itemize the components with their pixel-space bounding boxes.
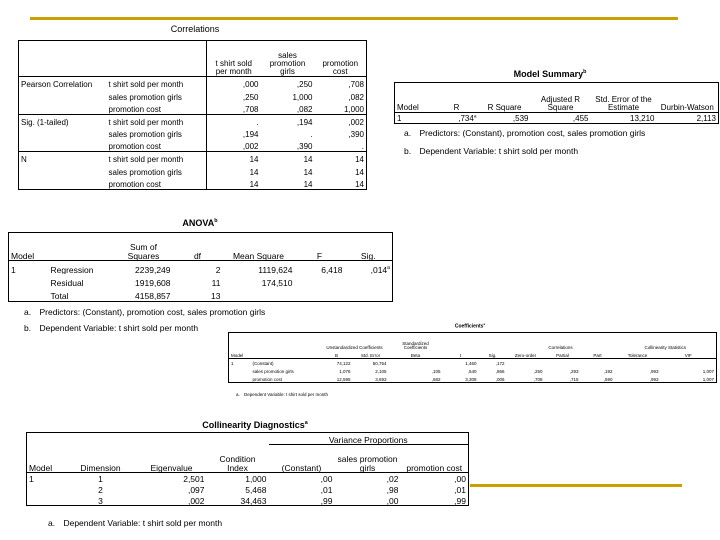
coef-value: ,708 [507, 375, 545, 383]
anova-row-name: Regression [50, 264, 94, 274]
ms-model-num: 1 [395, 113, 435, 124]
coef-header: Zero-order [507, 351, 545, 359]
coef-value: 1,076 [339, 369, 351, 374]
corr-row-var: promotion cost [107, 177, 207, 190]
coef-header-model: Model [229, 351, 321, 359]
coef-row-name: (Constant) [252, 361, 274, 366]
coll-model-num: 1 [27, 473, 65, 484]
coll-model-num [27, 495, 65, 506]
corr-value: ,000 [242, 80, 259, 89]
coef-value: ,993 [649, 369, 659, 374]
corr-row [19, 177, 367, 190]
ms-mark-a: a. [404, 128, 412, 138]
coef-value: 1,007 [661, 367, 717, 375]
ms-adj-value: ,455 [531, 113, 591, 124]
coef-value: 3,308 [443, 375, 479, 383]
coef-value: 1,007 [661, 375, 717, 383]
coef-value: 3,693 [353, 375, 389, 383]
coll-header-const: (Constant) [269, 445, 335, 473]
anova-title [160, 218, 240, 228]
coef-value: ,250 [533, 369, 543, 374]
coll-spg: ,00 [335, 495, 401, 506]
coef-value: 1,460 [465, 361, 477, 366]
coll-group-vp: Variance Proportions [269, 433, 469, 445]
coll-mark-a: a. [48, 518, 56, 528]
anova-header-df: df [173, 233, 223, 261]
correlations-table [18, 40, 367, 190]
coef-row [229, 375, 717, 383]
coef-row-name: promotion cost [251, 375, 321, 383]
corr-value: 14 [315, 152, 367, 165]
coef-row [229, 359, 717, 367]
corr-value: 14 [315, 164, 367, 177]
corr-value: . [315, 139, 367, 152]
model-summary-title-sup: b [583, 69, 587, 75]
anova-header-ms: Mean Square [223, 233, 295, 261]
anova-ss: 4158,857 [115, 288, 173, 302]
anova-header-sig: Sig. [345, 233, 393, 261]
corr-value: ,708 [315, 77, 367, 90]
corr-section-label [19, 127, 107, 140]
coll-spg: ,98 [386, 485, 399, 495]
coef-value: ,006 [479, 375, 507, 383]
corr-value: ,082 [296, 104, 313, 114]
corr-value: ,390 [315, 127, 367, 140]
ms-header-rsq: R Square [479, 83, 531, 113]
corr-value: 14 [315, 177, 367, 190]
ms-header-dw: Durbin-Watson [657, 83, 719, 113]
ms-header-model: Model [395, 83, 435, 113]
coef-model-num: 1 [229, 359, 251, 367]
coll-dim: 3 [65, 495, 137, 506]
corr-value: 1,000 [292, 92, 313, 102]
model-summary-title-text: Model Summary [513, 69, 584, 79]
coef-header: t [443, 351, 479, 359]
coef-group-corr: Correlations [507, 333, 615, 351]
coef-value [581, 359, 615, 367]
coef-header: B [321, 351, 353, 359]
ms-dw-value: 2,113 [657, 113, 719, 124]
anova-sig-cell [345, 288, 393, 302]
coll-header-ci: Condition Index [207, 445, 269, 473]
corr-section-label [19, 164, 107, 177]
collinearity-table [26, 432, 469, 506]
anova-header-model: Model [9, 233, 115, 261]
coef-row [229, 367, 717, 375]
anova-row [9, 288, 393, 302]
coef-value: ,590 [581, 375, 615, 383]
ms-note-a: Predictors: (Constant), promotion cost, sales promotion girls [419, 128, 646, 138]
corr-value: . [207, 114, 261, 127]
coef-group-std: Standardized Coefficients [389, 333, 443, 351]
corr-section-label: Sig. (1-tailed) [19, 114, 107, 127]
corr-value: ,708 [242, 104, 259, 114]
model-summary-table [394, 82, 719, 124]
coll-header-model: Model [27, 445, 65, 473]
corr-section-label: N [19, 152, 107, 165]
corr-row-var: promotion cost [107, 139, 207, 152]
coef-header: Beta [389, 351, 443, 359]
anova-model-num: 1 [9, 261, 49, 275]
anova-title-sup: b [214, 218, 218, 224]
bottom-accent-rule [470, 484, 682, 487]
anova-model-num [9, 288, 49, 302]
coef-model-num [229, 367, 251, 375]
coef-note-a: Dependent Variable: t shirt sold per month [244, 392, 328, 397]
corr-row-var: sales promotion girls [107, 127, 207, 140]
corr-col-header: t shirt sold per month [207, 41, 261, 77]
coll-row [27, 495, 469, 506]
coef-header: Partial [545, 351, 581, 359]
anova-ms [223, 288, 295, 302]
anova-mark-b: b. [24, 323, 32, 333]
corr-value: ,194 [242, 130, 259, 139]
anova-note-a: Predictors: (Constant), promotion cost, sales promotion girls [39, 307, 266, 317]
corr-section-label [19, 102, 107, 115]
coef-value: ,172 [495, 361, 505, 366]
coll-spg: ,02 [386, 474, 399, 484]
coef-header: Std. Error [353, 351, 389, 359]
coef-value: ,993 [615, 375, 661, 383]
coef-header: Part [581, 351, 615, 359]
coef-value [389, 359, 443, 367]
corr-value: ,194 [261, 114, 315, 127]
anova-f [295, 288, 345, 302]
coef-value: ,540 [467, 369, 477, 374]
top-accent-rule [30, 17, 678, 20]
coef-value: ,715 [545, 375, 581, 383]
anova-row-name: Total [49, 288, 115, 302]
ms-footnote-b [404, 146, 578, 156]
corr-value: 14 [303, 167, 313, 177]
coll-row [27, 473, 469, 484]
coll-const: ,99 [269, 495, 335, 506]
coef-model-num [229, 375, 251, 383]
ms-rsq-value: ,539 [479, 113, 531, 124]
coll-pc: ,99 [401, 495, 469, 506]
corr-value: ,390 [296, 142, 313, 151]
coll-ci: 1,000 [245, 474, 267, 484]
anova-f: 6,418 [321, 264, 343, 274]
anova-mark-a: a. [24, 307, 32, 317]
ms-header-adj: Adjusted R Square [531, 83, 591, 113]
corr-section-label: Pearson Correlation [19, 77, 107, 90]
coef-value [545, 359, 581, 367]
corr-row [19, 152, 367, 165]
ms-header-se: Std. Error of the Estimate [591, 83, 657, 113]
ms-footnote-a [404, 128, 645, 138]
coef-value: 50,764 [372, 361, 387, 366]
corr-value: 14 [249, 167, 259, 177]
coef-value [507, 359, 545, 367]
collinearity-title-text: Collinearity Diagnostics [202, 420, 305, 430]
anova-sig: ,014 [370, 264, 388, 274]
coef-header: Sig. [479, 351, 507, 359]
ms-r-value: ,734 [458, 114, 474, 123]
ms-mark-b: b. [404, 146, 412, 156]
coll-header-dim: Dimension [65, 445, 137, 473]
corr-value: 14 [207, 177, 261, 190]
anova-row-name: Residual [50, 278, 84, 288]
anova-footnote-a [24, 307, 265, 317]
coef-value: ,192 [603, 369, 613, 374]
anova-header-f: F [295, 233, 345, 261]
ms-r-cell [435, 113, 479, 124]
coll-const: ,00 [320, 474, 333, 484]
coefficients-title-sup: a [483, 322, 486, 326]
corr-value: ,002 [242, 142, 259, 151]
corr-value: ,002 [315, 114, 367, 127]
corr-section-label [19, 177, 107, 190]
anova-table [8, 232, 393, 302]
corr-value: . [310, 130, 313, 139]
corr-row [19, 77, 367, 90]
coef-value: ,293 [569, 369, 579, 374]
coll-dim: 1 [98, 474, 103, 484]
correlations-title: Correlations [170, 24, 220, 34]
corr-value: ,250 [296, 80, 313, 89]
anova-sig-cell [345, 261, 393, 275]
coefficients-table [228, 332, 717, 383]
corr-row [19, 89, 367, 102]
corr-col-header: sales promotion girls [261, 41, 315, 77]
coll-eig: 2,501 [183, 474, 205, 484]
ms-se-value: 13,210 [591, 113, 657, 124]
anova-df: 11 [211, 278, 221, 288]
coll-pc: ,00 [401, 473, 469, 484]
coef-footnote-a [236, 392, 328, 397]
coef-value: ,866 [495, 369, 505, 374]
coef-value: 2,105 [375, 369, 387, 374]
ms-note-b: Dependent Variable: t shirt sold per month [419, 146, 579, 156]
corr-row-var: t shirt sold per month [107, 152, 207, 165]
anova-sig-cell [345, 274, 393, 288]
coef-value: ,105 [431, 369, 441, 374]
anova-row [9, 274, 393, 288]
coll-ci: 5,468 [245, 485, 267, 495]
corr-row-var: sales promotion girls [107, 164, 207, 177]
coef-group-unstd: Unstandardized Coefficients [321, 333, 389, 351]
anova-ms: 174,510 [261, 278, 293, 288]
corr-value: ,250 [242, 92, 259, 102]
coll-row [27, 484, 469, 495]
coef-header: VIF [661, 351, 717, 359]
coll-note-a: Dependent Variable: t shirt sold per month [63, 518, 223, 528]
coll-footnote-a [48, 518, 222, 528]
anova-ss: 1919,608 [135, 278, 171, 288]
ms-r-sup: a [473, 114, 477, 120]
coll-const: ,01 [320, 485, 333, 495]
corr-row-var: t shirt sold per month [107, 114, 207, 127]
corr-value: 14 [261, 152, 315, 165]
corr-row [19, 127, 367, 140]
corr-value: 1,000 [315, 102, 367, 115]
anova-f [295, 274, 345, 288]
corr-row [19, 164, 367, 177]
coef-group-coll: Collinearity Statistics [615, 333, 717, 351]
coll-header-spg: sales promotion girls [335, 445, 401, 473]
coll-pc: ,01 [401, 484, 469, 495]
coef-header: Tolerance [615, 351, 661, 359]
anova-sig-sup: a [387, 264, 390, 271]
collinearity-title [180, 420, 330, 430]
corr-value: 14 [261, 177, 315, 190]
anova-df: 13 [173, 288, 223, 302]
coll-ci: 34,463 [207, 495, 269, 506]
corr-row [19, 102, 367, 115]
coefficients-title [440, 322, 500, 330]
corr-col-header: promotion cost [315, 41, 367, 77]
model-summary-title [500, 69, 600, 79]
coll-eig: ,002 [137, 495, 207, 506]
anova-title-text: ANOVA [182, 218, 215, 228]
coef-row-name: sales promotion girls [252, 369, 294, 374]
corr-value: 14 [207, 152, 261, 165]
ms-header-r: R [435, 83, 479, 113]
corr-section-label [19, 139, 107, 152]
coef-value [661, 359, 717, 367]
corr-row-var: t shirt sold per month [107, 77, 207, 90]
anova-footnote-b [24, 323, 198, 333]
anova-ms: 1119,624 [258, 264, 293, 274]
anova-df: 2 [215, 264, 221, 274]
coll-eig: ,097 [187, 485, 205, 495]
corr-row-var: promotion cost [107, 102, 207, 115]
coef-value: ,682 [389, 375, 443, 383]
corr-row-var: sales promotion girls [107, 89, 207, 102]
coef-mark-a: a. [236, 392, 240, 397]
coll-model-num [27, 484, 65, 495]
coll-header-pc: promotion cost [401, 445, 469, 473]
coefficients-title-text: Coefficients [454, 323, 484, 330]
coll-dim: 2 [98, 485, 103, 495]
coef-value: 12,595 [321, 375, 353, 383]
corr-row [19, 114, 367, 127]
anova-header-ss: Sum of Squares [115, 233, 173, 261]
anova-row [9, 261, 393, 275]
coef-value [615, 359, 661, 367]
corr-row [19, 139, 367, 152]
corr-value: ,082 [315, 89, 367, 102]
collinearity-title-sup: a [304, 420, 308, 426]
corr-section-label [19, 89, 107, 102]
coll-header-eig: Eigenvalue [137, 445, 207, 473]
anova-note-b: Dependent Variable: t shirt sold per month [39, 323, 199, 333]
anova-ss: 2239,249 [135, 264, 171, 274]
coef-value: 74,122 [336, 361, 351, 366]
anova-model-num [9, 274, 49, 288]
